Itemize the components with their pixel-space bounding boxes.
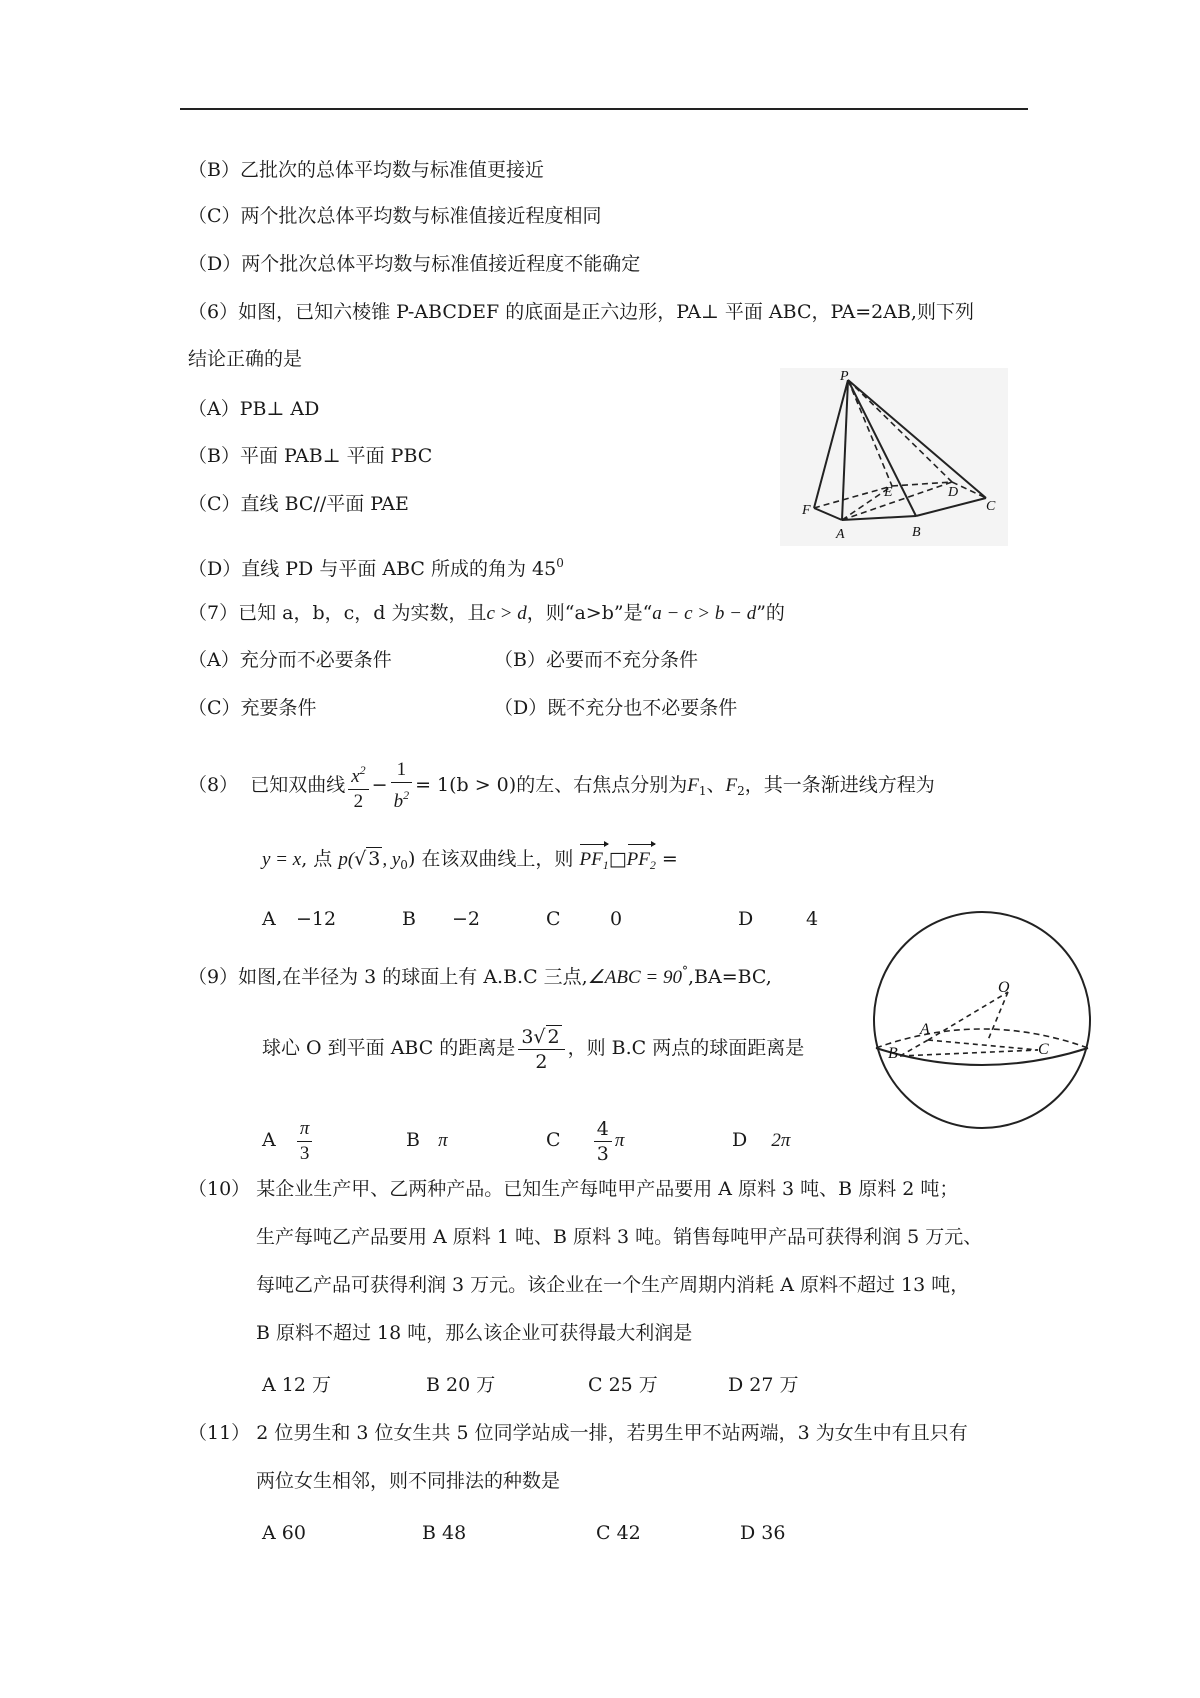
q6-option-c: （C）直线 BC//平面 PAE [188,493,409,515]
q8-option-c-letter: C [546,908,561,930]
q8-b-exp: 2 [403,788,410,802]
q8-option-a-value: −12 [296,908,337,930]
q6-stem-line1: （6）如图，已知六棱锥 P-ABCDEF 的底面是正六边形，PA⊥ 平面 ABC，PA=2AB,则下列 [188,301,974,323]
pyramid-label-f: F [802,503,811,518]
q7-option-c: （C）充要条件 [188,697,317,719]
q8-minus: − [371,774,388,796]
q10-option-a: A 12 万 [262,1374,331,1396]
q8-asymptote: y = x [262,849,302,870]
q9-option-d-value: 2π [771,1130,791,1151]
q9-option-b-value: π [438,1130,448,1151]
q9-option-b [406,1127,448,1154]
q6-option-d-angle: 45 [532,558,557,580]
q9-option-c-fraction [594,1117,612,1166]
q10-line3: 每吨乙产品可获得利润 3 万元。该企业在一个生产周期内消耗 A 原料不超过 13 吨， [256,1274,970,1296]
q6-option-d [188,550,564,582]
q6-option-b: （B）平面 PAB⊥ 平面 PBC [188,445,433,467]
sphere-label-o: O [998,979,1010,996]
q8-number: （8） [188,774,239,796]
q11-line1: （11） 2 位男生和 3 位女生共 5 位同学站成一排，若男生甲不站两端，3 为女生中有且只有 [188,1422,968,1444]
pyramid-figure [780,368,1008,546]
q9-stem [188,958,772,991]
sphere-label-b: B [888,1045,898,1062]
q8-vector-pf2 [627,847,656,878]
q8-point-close: ) [407,848,416,870]
q9-distance-fraction: $\frac{3√ 2}{2}$ [518,1025,564,1074]
q10-line4: B 原料不超过 18 吨，那么该企业可获得最大利润是 [256,1322,693,1344]
q8-option-b-letter: B [402,908,416,930]
q9-angle-deg: ° [681,964,688,978]
q7-option-a: （A）充分而不必要条件 [188,649,392,671]
q11-option-c: C 42 [596,1522,641,1544]
q8-f2-sub: 2 [737,784,745,798]
q11-option-b: B 48 [422,1522,467,1544]
q9-option-c-num: 4 [594,1117,612,1142]
q7-stem-pre: （7）已知 a，b，c，d 为实数，且 [188,602,487,624]
q7-condition: c > d [486,603,527,624]
q8-missing-glyph: □ [608,848,627,870]
q9-dist-den: 2 [535,1050,548,1073]
q8-y0: , y [382,849,401,870]
q7-condition-2: a − c > b − d [652,603,757,624]
q6-option-a: （A）PB⊥ AD [188,398,320,420]
q9-dist-num-b: 2 [547,1025,560,1048]
q8-f2: F [725,775,738,796]
q5-option-b: （B）乙批次的总体平均数与标准值更接近 [188,159,544,181]
q8-sep: 、 [706,774,726,796]
q8-one: 1 [391,758,413,783]
q8-option-d-letter: D [738,908,754,930]
q9-option-c-letter: C [546,1129,561,1151]
q6-degree-mark: 0 [556,556,564,570]
q8-stem-line2: y = x, 点 p(√ 3 , $y_0$) 在该双曲线上，则 $PF_1□PF_2$ = [262,846,678,878]
q10-option-c: C 25 万 [588,1374,658,1396]
q8-f1: F [687,775,699,796]
q8-x-exp: 2 [359,763,366,777]
q8-fraction-b2 [391,758,413,814]
q9-option-a-letter: A [262,1129,276,1151]
q9-stem-pre: （9）如图,在半径为 3 的球面上有 A.B.C 三点, [188,966,588,988]
q7-stem-post: ”的 [756,602,785,624]
q9-option-c-den: 3 [596,1142,609,1165]
q9-option-a-den: 3 [299,1142,310,1164]
q6-stem-line2: 结论正确的是 [188,348,303,370]
q8-point-p: p( [338,849,355,870]
q9-option-d-letter: D [732,1129,748,1151]
q7-stem-mid: ，则“a>b”是“ [526,602,653,624]
q11-option-a: A 60 [262,1522,306,1544]
q9-option-b-letter: B [406,1129,420,1151]
q9-angle: ∠ABC = 90 [587,967,682,988]
q7-stem [188,600,785,627]
q9-option-a-fraction [297,1117,313,1166]
q9-option-c-pi: π [614,1130,625,1151]
q8-option-c-value: 0 [610,908,623,930]
q10-line1: （10） 某企业生产甲、乙两种产品。已知生产每吨甲产品要用 A 原料 3 吨、B 原料 2 吨； [188,1178,959,1200]
q7-option-b: （B）必要而不充分条件 [494,649,698,671]
q9-line2-post: ，则 B.C 两点的球面距离是 [567,1037,805,1059]
q9-option-c [546,1110,624,1171]
q8-stem-post: 的左、右焦点分别为 [516,774,688,796]
pyramid-label-p: P [840,369,849,384]
sphere-label-a: A [920,1021,930,1038]
q9-option-a [262,1110,315,1170]
q8-vector-pf1 [579,847,608,878]
q8-sqrt3: 3 [368,848,381,870]
pyramid-label-c: C [986,499,996,514]
q5-option-c: （C）两个批次总体平均数与标准值接近程度相同 [188,205,602,227]
q6-option-d-text: （D）直线 PD 与平面 ABC 所成的角为 [188,558,526,580]
q9-stem-line2 [262,1018,804,1078]
q8-equals-2: = [655,848,678,870]
q8-option-b-value: −2 [452,908,481,930]
q9-option-d [732,1127,790,1154]
q8-option-d-value: 4 [806,908,819,930]
q9-option-a-num: π [297,1117,313,1142]
q8-stem-post2: ，其一条渐进线方程为 [744,774,935,796]
pyramid-label-b: B [912,525,921,540]
q8-stem-pre: 已知双曲线 [250,774,346,796]
q8-y0-sub: 0 [400,858,408,872]
q8-pf2: PF [626,849,650,870]
q9-dist-num-a: 3 [521,1025,534,1048]
q9-line2-pre: 球心 O 到平面 ABC 的距离是 [262,1037,516,1059]
q8-x-den: 2 [353,791,364,812]
q8-pf1-sub: 1 [602,858,609,872]
sphere-figure [868,900,1096,1138]
q8-x: x [351,766,360,787]
header-rule [180,108,1028,110]
q8-pf2-sub: 2 [649,858,656,872]
q10-option-d: D 27 万 [728,1374,799,1396]
q8-stem-line1 [188,755,935,821]
q9-stem-post: ,BA=BC, [687,966,772,988]
q8-equals: = 1(b > 0) [415,774,517,796]
pyramid-label-d: D [948,485,959,500]
q8-b: b [393,791,404,812]
pyramid-label-a: A [836,527,845,542]
q11-option-d: D 36 [740,1522,786,1544]
q8-point-label: , 点 [301,848,333,870]
q10-option-b: B 20 万 [426,1374,496,1396]
pyramid-label-e: E [884,485,893,500]
q5-option-d: （D）两个批次总体平均数与标准值接近程度不能确定 [188,253,641,275]
q11-line2: 两位女生相邻，则不同排法的种数是 [256,1470,561,1492]
q8-option-a-letter: A [262,908,276,930]
q8-fraction-x2 [348,758,368,814]
sphere-label-c: C [1038,1041,1049,1058]
q8-stem-line2-text: 在该双曲线上，则 [421,848,574,870]
q8-f1-sub: 1 [698,784,707,798]
q7-option-d: （D）既不充分也不必要条件 [494,697,738,719]
q10-line2: 生产每吨乙产品要用 A 原料 1 吨、B 原料 3 吨。销售每吨甲产品可获得利润 5 万元、 [256,1226,983,1248]
q8-pf1: PF [579,849,603,870]
